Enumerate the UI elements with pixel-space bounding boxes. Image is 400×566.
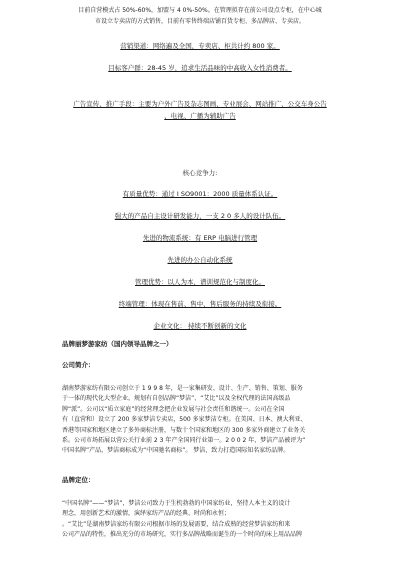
company-intro-line: 中国名牌”产品，梦洁商标成为“中国驰名商标”。 梦洁，致力打造国际知名家纺品牌。 <box>62 447 290 455</box>
company-intro-text <box>62 384 362 457</box>
channels-line: 营销渠道：网络遍及全国，专卖店、柜共计约 800 家。 <box>120 42 280 50</box>
competence-management: 管理优势：以人为本，谱训规范化与制度化。 <box>135 278 265 286</box>
competence-design: 强大的产品自主设计研发能力，一支 2 0 多人的设计队伍。 <box>114 212 286 220</box>
brand-position-text <box>62 499 362 541</box>
company-intro-line: 牌“派”。公司以“质立家庭”的经营理念把企业发展与社会责任和谐统一。公司在全国 <box>62 405 285 413</box>
company-intro-line: 有（直营和）设立了 200 多家梦洁专卖店，500 多家梦洁专柜。在美国、日本、澳大利亚、 <box>62 416 307 424</box>
competence-terminal: 终端管理：体现在售前、售中、售后服务的持续及衔接。 <box>118 300 282 308</box>
brand-position-line: 公司产品的特性，推出充分的市场研究，实行多品牌战略而诞生的一个时尚的床上用品品牌 <box>62 531 303 539</box>
competence-quality: 有质量优势：通过 I SO9001：2000 质量体系认证。 <box>122 190 278 198</box>
company-intro-line: 湖南梦游家纺有限公司创立于 1 9 9 8 年，是一家集研发、设计、生产、销售、策划、服务 <box>62 385 303 392</box>
brand-position-line: “中国名牌”——“梦洁”，梦洁公司致力于生机勃勃的中国家纺业，坚持人本主义的设计 <box>62 500 291 507</box>
competence-office: 先进的办公自动化系统 <box>167 256 233 264</box>
advertising-line-2: 、电视、广播为辅助广告 <box>164 112 236 120</box>
advertising-line-1: 广告宣传、推广手段：主要为户外广告及杂志图画、专业展会、网站推广、公交车身公告 <box>73 100 327 108</box>
competence-culture: 企业文化： 持续不断创新的文化 <box>153 322 247 330</box>
intro-line-1: 目前自营模式占 50%-60%，加盟与 4 0%-50%。在管理拟存在前公司设点专柜，在中心城 <box>78 7 322 14</box>
intro-line-2: 市设立专卖店的方式销售，目前有零售终端店铺百货专柜、多品牌店、专卖店。 <box>94 18 305 25</box>
core-competence-title: 核心竞争力: <box>182 169 218 177</box>
company-intro-line: 香港等国家和地区建立了多外商标注册，与数十个国家和地区的 300 多家外商建立了业务关 <box>62 426 306 434</box>
company-intro-line: 系。公司市场拓展以营公关行业前 2 3 年产全国同行业第一。2 0 0 2 年，梦洁产品被评为“ <box>62 437 306 445</box>
brand-position-line: 理念，用创新艺术的激情，演绎家纺产品的经典、时尚和永恒； <box>62 510 231 518</box>
target-customers-line: 目标客户群：28-45 岁，追求生活品味的中高收入女性消费者。 <box>108 64 292 72</box>
competence-logistics: 先进的物流系统：有 ERP 电脑进行管理 <box>142 234 258 242</box>
brand-position-line: 。“艾比”是湖南梦洁家纺有限公司根据市场的发展需要，结合成熟的经营梦洁家纺和来 <box>62 520 291 528</box>
brand-position-title: 品牌定位： <box>62 476 95 484</box>
company-intro-line: 于一体的现代化大型企业。规划有自创品牌“梦洁”、“艾比”以及全权代理的法国高级品 <box>62 395 291 403</box>
brand-section-title: 品牌丽梦游家纺（国内领导品牌之一） <box>62 340 173 348</box>
company-intro-title: 公司简介： <box>62 361 95 369</box>
